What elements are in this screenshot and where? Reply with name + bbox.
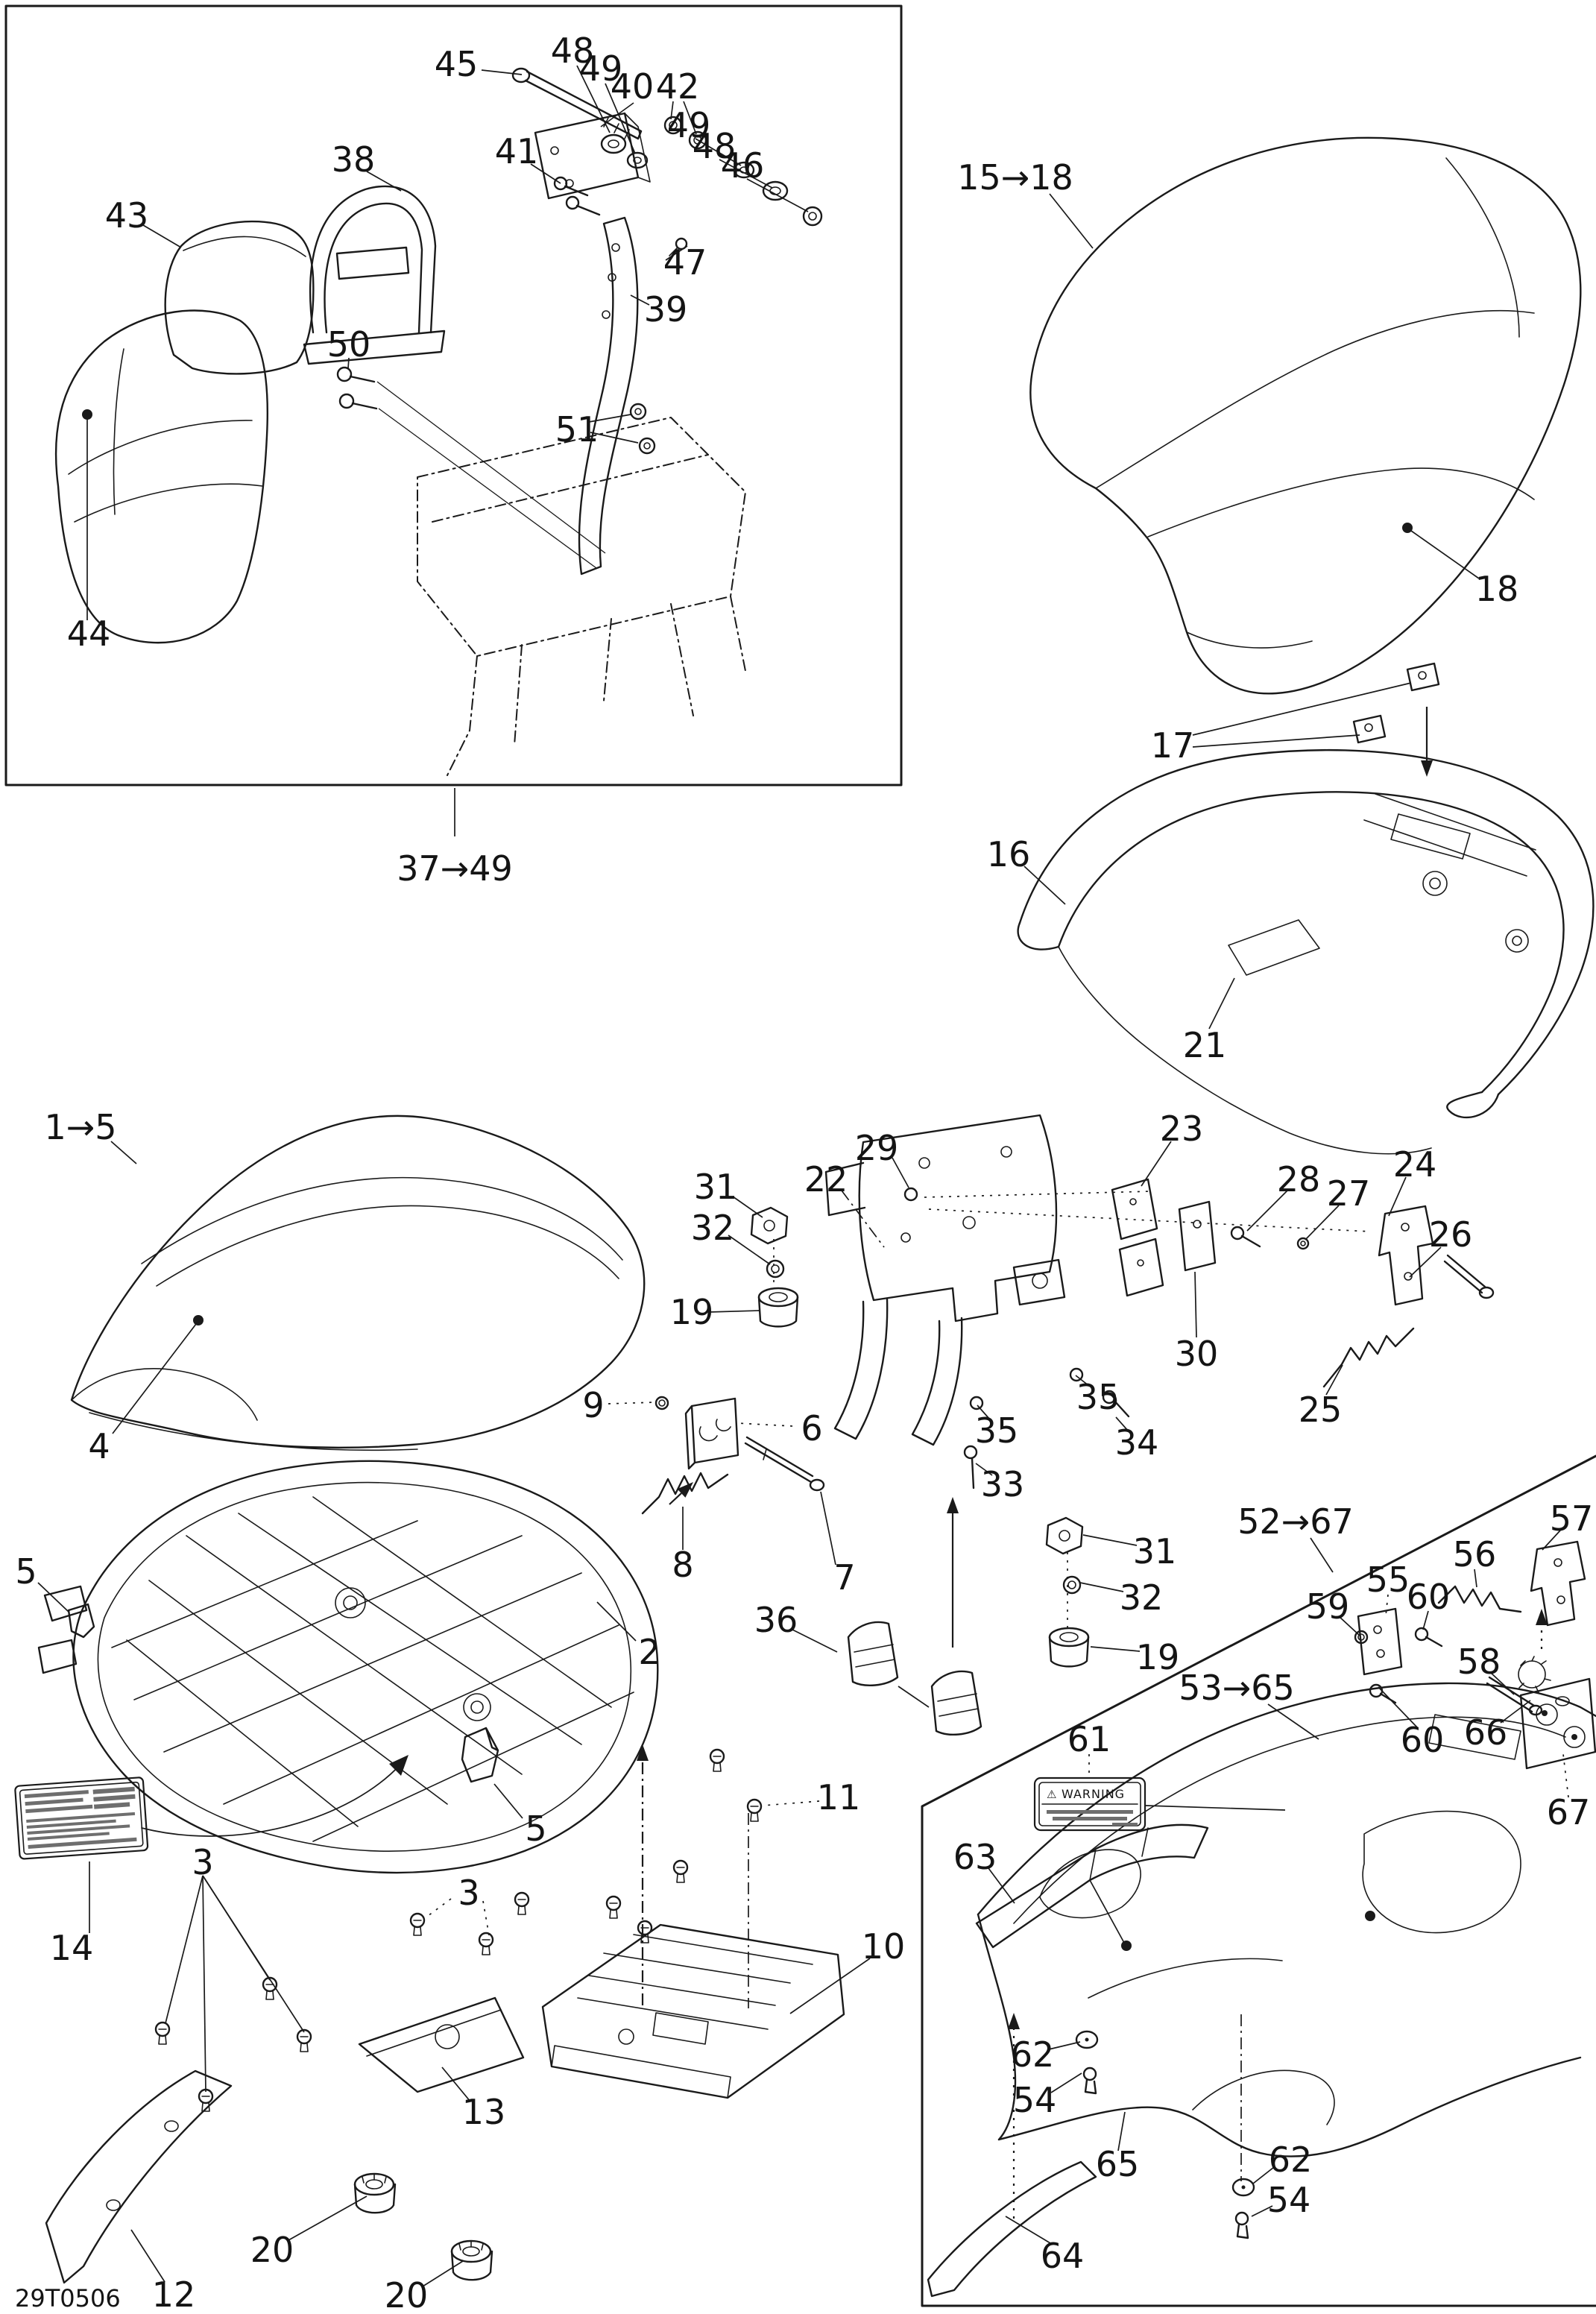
reference-dots [82,409,1413,1951]
part-label-53→65-61: 53→65 [1179,1668,1295,1708]
part-label-41-8: 41 [494,131,539,171]
part-label-19-40: 19 [1135,1637,1180,1677]
leader-line [929,1209,1370,1232]
leader-line [494,1784,523,1818]
part-label-40-3: 40 [610,66,655,107]
part-label-58-69: 58 [1457,1642,1501,1682]
reference-dot [82,409,92,420]
part-label-52→67-60: 52→67 [1237,1501,1354,1542]
part-label-16-20: 16 [986,834,1031,874]
leader-line [288,2196,367,2240]
part-label-7-44: 7 [833,1557,856,1598]
leader-line [1091,1647,1140,1651]
spec-sticker [15,1777,148,1859]
part-label-2-48: 2 [638,1632,660,1672]
leader-line [842,1191,884,1247]
leader-line [425,1899,451,1918]
part-label-3-52: 3 [192,1842,214,1882]
part-label-50-14: 50 [327,324,371,365]
leader-line [709,1311,760,1312]
part-label-49-2: 49 [578,48,623,89]
part-label-66-71: 66 [1463,1712,1508,1753]
part-label-11-59: 11 [816,1777,861,1818]
part-label-48-6: 48 [692,126,737,166]
leader-line [763,1801,819,1806]
part-label-62-73: 62 [1010,2034,1055,2075]
leader-line [597,1602,636,1641]
part-label-19-26: 19 [669,1292,714,1332]
cover-fasteners-drawing [1076,2031,1254,2238]
part-label-59-65: 59 [1305,1586,1350,1627]
part-label-44-13: 44 [66,614,111,654]
backrest-frame-drawing [304,186,444,364]
latch-parts-drawing [1112,1179,1493,1387]
part-label-31-38: 31 [1132,1531,1177,1571]
leader-line [1268,1704,1319,1739]
part-label-54-74: 54 [1012,2080,1057,2120]
leader-line [608,1402,655,1404]
fasteners-drawing [338,69,821,453]
leader-line [1146,1806,1285,1810]
part-label-24-30: 24 [1392,1144,1437,1185]
screw-icon [479,1933,493,1955]
arrow-head [947,1497,959,1513]
part-label-51-15: 51 [555,409,599,450]
part-label-35-36: 35 [974,1410,1019,1451]
part-label-62-75: 62 [1268,2140,1313,2180]
leader-line [1083,1535,1137,1545]
leader-line [377,382,605,553]
part-label-32-39: 32 [1119,1577,1164,1618]
screw-icon [748,1800,761,1821]
part-label-21-21: 21 [1182,1025,1227,1065]
screw-icon [607,1897,620,1918]
phantom-seat-base-drawing [417,417,745,775]
leader-line [790,1958,870,2014]
part-label-4-47: 4 [88,1426,110,1466]
warning-title: WARNING [1062,1787,1126,1801]
arrow-head [1008,2013,1020,2029]
part-label-6-42: 6 [801,1408,823,1448]
leader-line [483,1901,489,1935]
screw-icons [156,1750,761,2111]
part-label-42-4: 42 [655,66,700,107]
part-label-31-24: 31 [693,1167,738,1207]
part-label-5-49: 5 [15,1551,37,1592]
leader-line [38,1583,69,1612]
leader-line [203,1876,206,2092]
part-label-9-41: 9 [582,1385,605,1425]
arrow-head [1421,760,1433,777]
reference-dot [1121,1941,1132,1951]
leader-line [113,1324,196,1434]
leader-line [1209,978,1234,1029]
leader-line [165,1876,203,2023]
part-label-39-10: 39 [643,289,688,330]
leader-line [423,2261,463,2286]
part-label-46-7: 46 [720,145,765,186]
leader-line [737,1423,792,1426]
part-label-38-11: 38 [331,139,376,180]
reference-dot [1365,1911,1375,1921]
part-label-48-1: 48 [550,31,595,71]
backrest-inset-box [6,6,901,785]
leader-line [821,1492,836,1565]
part-label-13-54: 13 [461,2092,506,2132]
leader-line [1563,1754,1568,1797]
part-label-20-56: 20 [250,2230,294,2270]
direction-arrows [637,707,1548,2219]
part-label-3-53: 3 [458,1873,480,1913]
leader-line [143,225,181,248]
part-label-26-31: 26 [1428,1214,1473,1255]
part-label-54-76: 54 [1267,2180,1311,2220]
part-label-67-72: 67 [1546,1792,1591,1832]
part-label-60-70: 60 [1400,1720,1445,1760]
part-label-15→18-17: 15→18 [957,157,1073,198]
backrest-cushion-drawing [165,221,314,373]
screw-icon [297,2030,311,2052]
footrest-plate-drawing [543,1925,844,2098]
part-label-32-25: 32 [690,1208,735,1248]
part-label-64-78: 64 [1040,2236,1085,2276]
leader-line [1195,1272,1196,1337]
small-parts-drawing [643,1188,1129,1735]
leader-line [1411,531,1479,578]
part-label-65-77: 65 [1095,2144,1140,2184]
part-label-61-62: 61 [1067,1719,1111,1759]
part-label-29-22: 29 [854,1128,899,1168]
part-label-34-35: 34 [1114,1422,1159,1463]
part-label-10-58: 10 [861,1926,906,1967]
part-label-47-9: 47 [663,242,707,283]
screw-icon [156,2023,169,2044]
part-label-30-33: 30 [1174,1334,1219,1374]
part-label-23-27: 23 [1159,1109,1204,1149]
screw-icon [411,1914,424,1935]
part-label-57-68: 57 [1549,1498,1594,1539]
leader-line [1193,683,1411,735]
part-label-56-67: 56 [1452,1534,1497,1574]
part-label-33-37: 33 [980,1464,1025,1504]
leader-line [203,1876,304,2032]
front-seat-drawing [72,1116,644,1450]
part-label-55-64: 55 [1366,1560,1410,1600]
part-label-35-34: 35 [1076,1377,1120,1417]
part-label-8-43: 8 [672,1545,694,1585]
leader-line [1050,194,1093,248]
leader-line [1080,1583,1123,1592]
rear-rack-drawing [1018,663,1594,1154]
support-strap-drawing [579,218,637,574]
screw-icon [710,1750,724,1771]
leader-line [792,1630,837,1652]
figure-code: 29T0506 [15,2284,121,2313]
part-label-14-51: 14 [49,1928,94,1968]
part-label-60-66: 60 [1406,1577,1451,1617]
part-label-63-63: 63 [953,1837,997,1877]
leader-line [728,1235,770,1264]
part-label-36-45: 36 [754,1600,798,1640]
part-label-17-19: 17 [1150,725,1195,766]
arrow-shaft [669,1493,681,1504]
part-label-28-28: 28 [1276,1159,1321,1199]
leader-line [898,1686,929,1707]
leader-line [1193,735,1360,747]
part-label-43-12: 43 [104,195,149,236]
warning-icon: ⚠ [1047,1788,1057,1801]
part-label-12-55: 12 [151,2274,196,2314]
part-label-37→49-16: 37→49 [397,848,513,889]
seat-clip-left [69,1604,94,1637]
screw-icon [263,1978,277,1999]
part-label-1→5-46: 1→5 [44,1107,117,1147]
part-label-20-57: 20 [384,2275,429,2314]
part-label-22-23: 22 [804,1159,848,1199]
screw-icon [515,1893,529,1914]
trim-strip-63-drawing [977,1825,1208,1947]
part-label-49-5: 49 [666,105,711,145]
reference-dot [193,1315,204,1325]
seat-pan-drawing [39,1461,657,1873]
leader-line [1090,1880,1124,1943]
part-label-25-32: 25 [1298,1390,1343,1430]
seat-clip-right [462,1728,498,1782]
leader-line [924,1191,1152,1197]
part-label-45-0: 45 [434,44,479,84]
seat-assembly-drawing [1030,138,1580,693]
part-label-5-50: 5 [525,1809,547,1849]
reference-dot [1402,523,1413,533]
trim-strip-64-drawing [928,2162,1096,2296]
part-label-27-29: 27 [1326,1173,1371,1214]
part-label-18-18: 18 [1474,569,1519,609]
leader-line [1310,1538,1333,1572]
screw-icon [674,1861,687,1882]
